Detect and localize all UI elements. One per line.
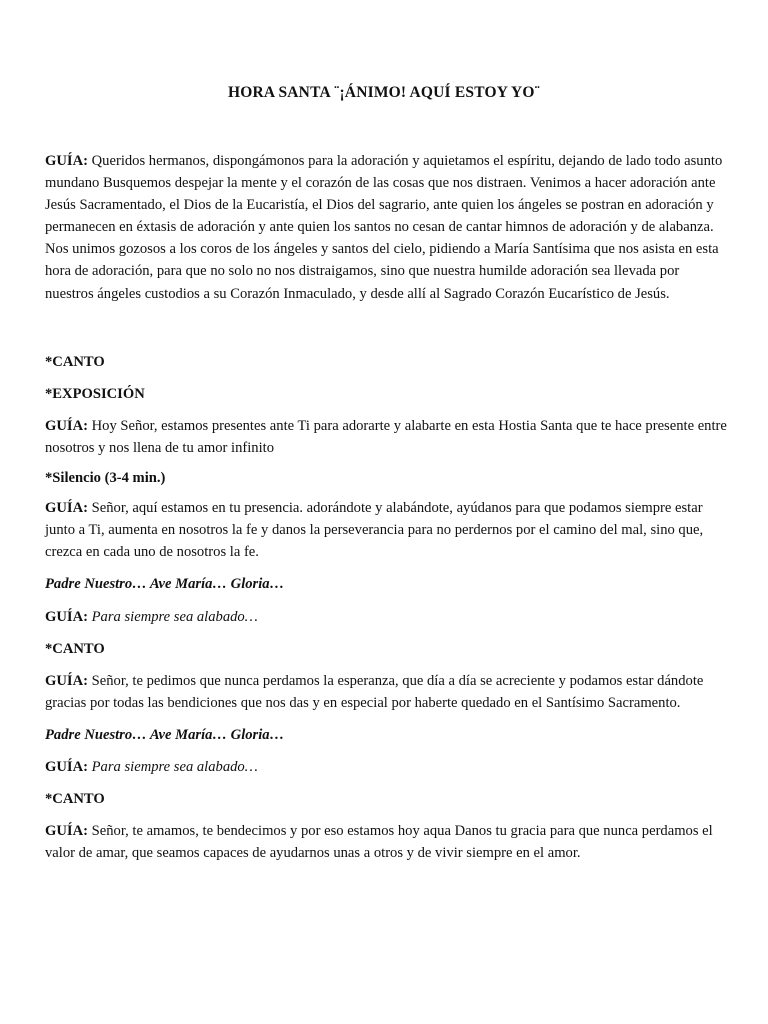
guia-text-4: Señor, te amamos, te bendecimos y por eso estamos hoy aqua Danos tu gracia para que nunca perdamos el valor de amar, que seamos capaces de ayudarnos unas a otros y de vivir siempre en el amor. [45,823,713,862]
document-title: HORA SANTA ¨¡ÁNIMO! AQUÍ ESTOY YO¨ [227,84,541,101]
guia-text-1: Hoy Señor, estamos presentes ante Ti para adorarte y alabarte en esta Hostia Santa que te hace presente entre nosotros y nos llena de tu amor infinito [45,417,727,456]
intro-paragraph [45,150,730,305]
guia-label: GUÍA: [45,500,88,517]
guia-paragraph-3 [45,670,730,714]
exposicion-heading: *EXPOSICIÓN [45,385,145,402]
canto-heading-3: *CANTO [45,791,105,808]
document-body [45,150,730,864]
respuesta-text-2: Para siempre sea alabado… [91,758,258,775]
guia-paragraph-1 [45,415,730,459]
intro-text: Queridos hermanos, dispongámonos para la adoración y aquietamos el espíritu, dejando de lado todo asunto mundano Busquemos despejar la mente y el corazón de las cosas que nos distraen. Venimos a hacer adoración ante Jesús Sacramentado, el Dios de la Eucaristía, el Dios del sagrario, ante quien los ángeles se postran en adoración y permanecen en éxtasis de adoración y ante quien los santos no cesan de cantar himnos de adoración y de alabanza. Nos unimos gozosos a los coros de los ángeles y santos del cielo, pidiendo a María Santísima que nos asista en esta hora de adoración, para que no solo no nos distraigamos, sino que nuestra humilde adoración sea llevada por nuestros ángeles custodios a su Corazón Inmaculado, y desde allí al Sagrado Corazón Eucarístico de Jesús. [45,153,723,302]
guia-label: GUÍA: [45,758,88,775]
guia-label: GUÍA: [45,823,88,840]
silencio-heading: *Silencio (3-4 min.) [45,470,166,487]
canto-heading-2: *CANTO [45,640,105,657]
guia-label: GUÍA: [45,417,88,434]
canto-heading-1: *CANTO [45,353,105,370]
guia-label: GUÍA: [45,672,88,689]
respuesta-line-1 [45,606,730,628]
guia-text-2: Señor, aquí estamos en tu presencia. adorándote y alabándote, ayúdanos para que podamos siempre estar junto a Ti, aumenta en nosotros la fe y danos la perseverancia para no perdernos por el camino del mal, sino que, crezca en cada uno de nosotros la fe. [45,500,704,561]
oraciones-line-1: Padre Nuestro… Ave María… Gloria… [45,576,285,593]
oraciones-line-2: Padre Nuestro… Ave María… Gloria… [45,726,285,743]
respuesta-line-2 [45,756,730,778]
guia-label: GUÍA: [45,608,88,625]
guia-text-3: Señor, te pedimos que nunca perdamos la esperanza, que día a día se acreciente y podamos estar dándote gracias por todas las bendiciones que nos das y en especial por haberte quedado en el Santísimo Sacramento. [45,672,704,711]
respuesta-text-1: Para siempre sea alabado… [91,608,258,625]
guia-label: GUÍA: [45,153,88,169]
guia-paragraph-4 [45,820,730,864]
guia-paragraph-2 [45,497,730,563]
